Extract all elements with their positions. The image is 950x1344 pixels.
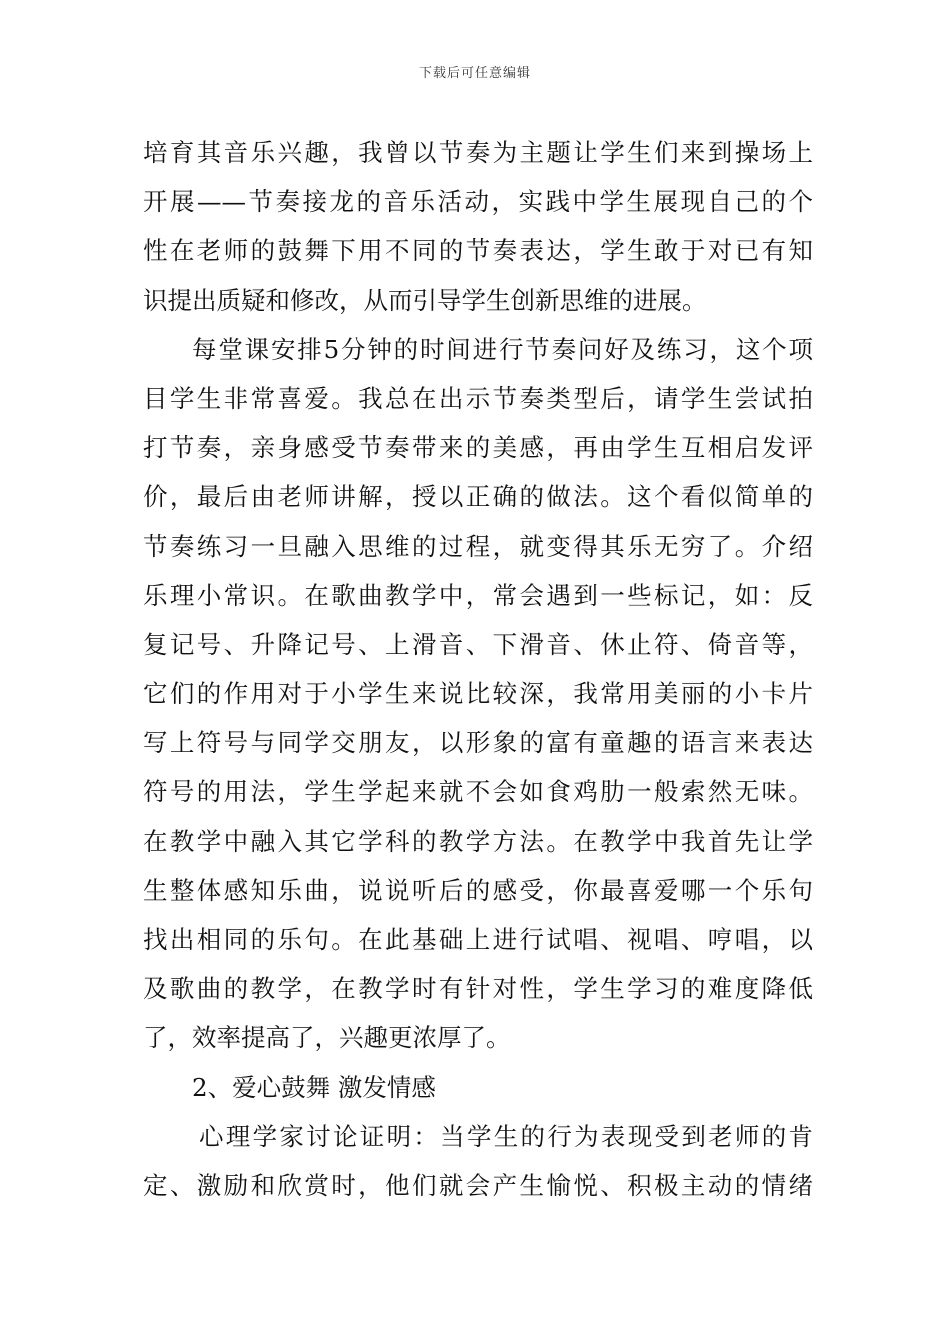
paragraph-1 [143, 128, 813, 325]
text-line: 目学生非常喜爱。我总在出示节奏类型后，请学生尝试拍 [143, 383, 813, 413]
text-line: 培育其音乐兴趣，我曾以节奏为主题让学生们来到操场上 [143, 138, 813, 167]
text-line: 价，最后由老师讲解，授以正确的做法。这个看似简单的 [143, 482, 813, 512]
text-line: 节奏练习一旦融入思维的过程，就变得其乐无穷了。介绍 [143, 531, 813, 561]
text-line: 性在老师的鼓舞下用不同的节奏表达，学生敢于对已有知 [143, 236, 813, 266]
paragraph-3 [143, 1112, 813, 1210]
text-line: 及歌曲的教学，在教学时有针对性，学生学习的难度降低 [143, 974, 813, 1004]
section-heading [143, 1063, 813, 1112]
header-note: 下载后可任意编辑 [418, 66, 531, 81]
text-line: 生整体感知乐曲，说说听后的感受，你最喜爱哪一个乐句 [143, 875, 813, 905]
document-body [143, 128, 813, 1210]
text-line: 开展——节奏接龙的音乐活动，实践中学生展现自己的个 [143, 187, 813, 217]
text-line: 写上符号与同学交朋友，以形象的富有童趣的语言来表达 [143, 728, 813, 758]
text-line: 复记号、升降记号、上滑音、下滑音、休止符、倚音等， [143, 629, 813, 659]
text-line: 找出相同的乐句。在此基础上进行试唱、视唱、哼唱，以 [143, 925, 813, 954]
paragraph-2 [143, 325, 813, 1063]
text-line: 每堂课安排5分钟的时间进行节奏问好及练习，这个项 [192, 334, 813, 364]
text-line: 打节奏，亲身感受节奏带来的美感，再由学生互相启发评 [143, 433, 813, 463]
text-line: 乐理小常识。在歌曲教学中，常会遇到一些标记，如：反 [143, 580, 813, 610]
text-line: 心理学家讨论证明：当学生的行为表现受到老师的肯 [199, 1121, 813, 1151]
text-line: 了，效率提高了，兴趣更浓厚了。 [143, 1023, 511, 1053]
text-line: 识提出质疑和修改，从而引导学生创新思维的进展。 [143, 285, 707, 315]
text-line: 定、激励和欣赏时，他们就会产生愉悦、积极主动的情绪 [143, 1170, 813, 1200]
text-line: 符号的用法，学生学起来就不会如食鸡肋一般索然无味。 [143, 777, 813, 807]
text-line: 它们的作用对于小学生来说比较深，我常用美丽的小卡片 [143, 679, 813, 709]
heading-2: 2、爱心鼓舞 激发情感 [192, 1072, 436, 1102]
text-line: 在教学中融入其它学科的教学方法。在教学中我首先让学 [143, 826, 813, 856]
